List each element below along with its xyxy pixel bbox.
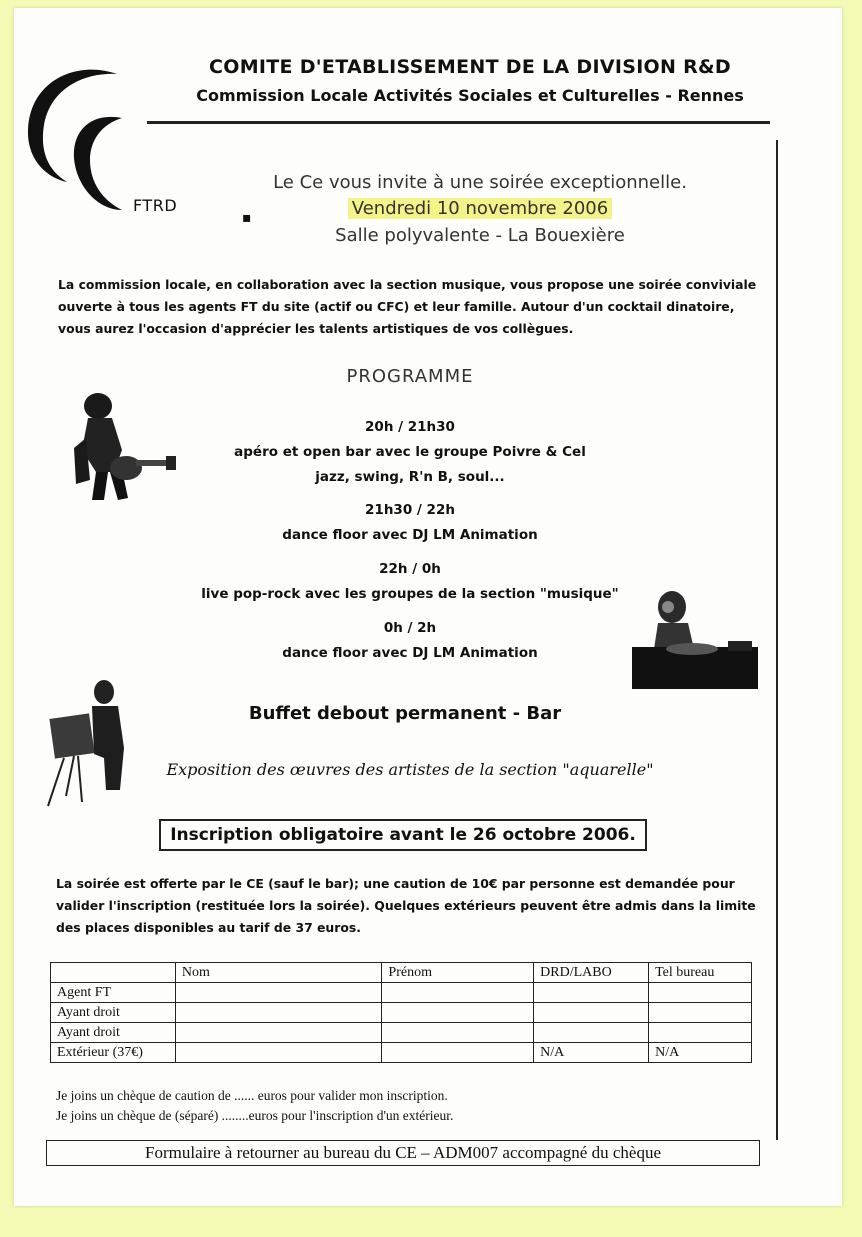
row-label: Ayant droit [51, 1003, 176, 1023]
table-row [51, 983, 752, 1003]
slot-time: 21h30 / 22h [365, 502, 455, 518]
stray-mark: ▪ [242, 210, 252, 226]
table-header: Prénom [382, 963, 534, 983]
row-label: Extérieur (37€) [51, 1043, 176, 1063]
page-title: COMITE D'ETABLISSEMENT DE LA DIVISION R&D [209, 56, 731, 78]
event-date-highlight: Vendredi 10 novembre 2006 [348, 198, 612, 219]
tel-cell[interactable] [649, 1003, 752, 1023]
firstname-cell[interactable] [382, 1003, 534, 1023]
slot-time: 0h / 2h [383, 620, 437, 636]
cheque-line: Je joins un chèque de caution de ...... euros pour valider mon inscription. [56, 1088, 448, 1103]
buffet-line: Buffet debout permanent - Bar [248, 703, 562, 724]
intro-paragraph: La commission locale, en collaboration avec la section musique, vous propose une soirée conviviale ouverte à tous les agents FT du site (actif ou CFC) et leur famille. Autour d'un cocktail dinatoire, vous aurez l'occasion d'apprécier les talents artistiques de vos collègues. [58, 277, 757, 336]
slot-desc: dance floor avec DJ LM Animation [282, 527, 538, 543]
conditions-paragraph: La soirée est offerte par le CE (sauf le bar); une caution de 10€ par personne est demandée pour valider l'inscription (restituée lors la soirée). Quelques extérieurs peuvent être admis dans la limite des places disponibles au tarif de 37 euros. [56, 876, 756, 935]
exposition-line: Exposition des œuvres des artistes de la section "aquarelle" [166, 760, 654, 779]
table-header: DRD/LABO [534, 963, 649, 983]
cheque-line: Je joins un chèque de (séparé) ........euros pour l'inscription d'un extérieur. [56, 1108, 454, 1123]
table-header-row [51, 963, 752, 983]
table-header: Tel bureau [649, 963, 752, 983]
drd-labo-cell[interactable] [534, 1023, 649, 1043]
name-cell[interactable] [175, 983, 382, 1003]
tel-cell[interactable] [649, 1023, 752, 1043]
ce-logo [22, 60, 132, 220]
registration-table [50, 962, 752, 1063]
slot-time: 22h / 0h [379, 561, 441, 577]
return-note-box: Formulaire à retourner au bureau du CE – ADM007 accompagné du chèque [46, 1140, 760, 1166]
slot-desc-extra: jazz, swing, R'n B, soul... [315, 469, 505, 485]
table-row [51, 1003, 752, 1023]
tel-cell[interactable] [649, 983, 752, 1003]
slot-time: 20h / 21h30 [365, 419, 455, 435]
slot-desc: live pop-rock avec les groupes de la section "musique" [201, 586, 619, 602]
slot-desc: dance floor avec DJ LM Animation [282, 645, 538, 661]
painter-illustration [44, 678, 134, 808]
name-cell[interactable] [175, 1023, 382, 1043]
table-header [51, 963, 176, 983]
slot-desc: apéro et open bar avec le groupe Poivre & Cel [234, 444, 586, 460]
table-header: Nom [175, 963, 382, 983]
drd-labo-cell: N/A [534, 1043, 649, 1063]
tel-cell: N/A [649, 1043, 752, 1063]
table-row [51, 1043, 752, 1063]
row-label: Agent FT [51, 983, 176, 1003]
firstname-cell[interactable] [382, 1043, 534, 1063]
firstname-cell[interactable] [382, 1023, 534, 1043]
right-margin-line [776, 140, 778, 1140]
header-divider [147, 121, 770, 124]
name-cell[interactable] [175, 1043, 382, 1063]
drd-labo-cell[interactable] [534, 1003, 649, 1023]
guitarist-illustration [66, 388, 178, 506]
programme-title: PROGRAMME [346, 366, 474, 387]
event-date [200, 198, 760, 219]
invitation-line: Le Ce vous invite à une soirée exceptionnelle. [273, 172, 687, 193]
page-subtitle: Commission Locale Activités Sociales et Culturelles - Rennes [196, 86, 744, 105]
dj-illustration [632, 585, 760, 691]
drd-labo-cell[interactable] [534, 983, 649, 1003]
table-row [51, 1023, 752, 1043]
inscription-deadline-box: Inscription obligatoire avant le 26 octobre 2006. [159, 819, 647, 851]
row-label: Ayant droit [51, 1023, 176, 1043]
event-venue: Salle polyvalente - La Bouexière [335, 225, 625, 246]
firstname-cell[interactable] [382, 983, 534, 1003]
name-cell[interactable] [175, 1003, 382, 1023]
logo-text: FTRD [133, 196, 178, 215]
